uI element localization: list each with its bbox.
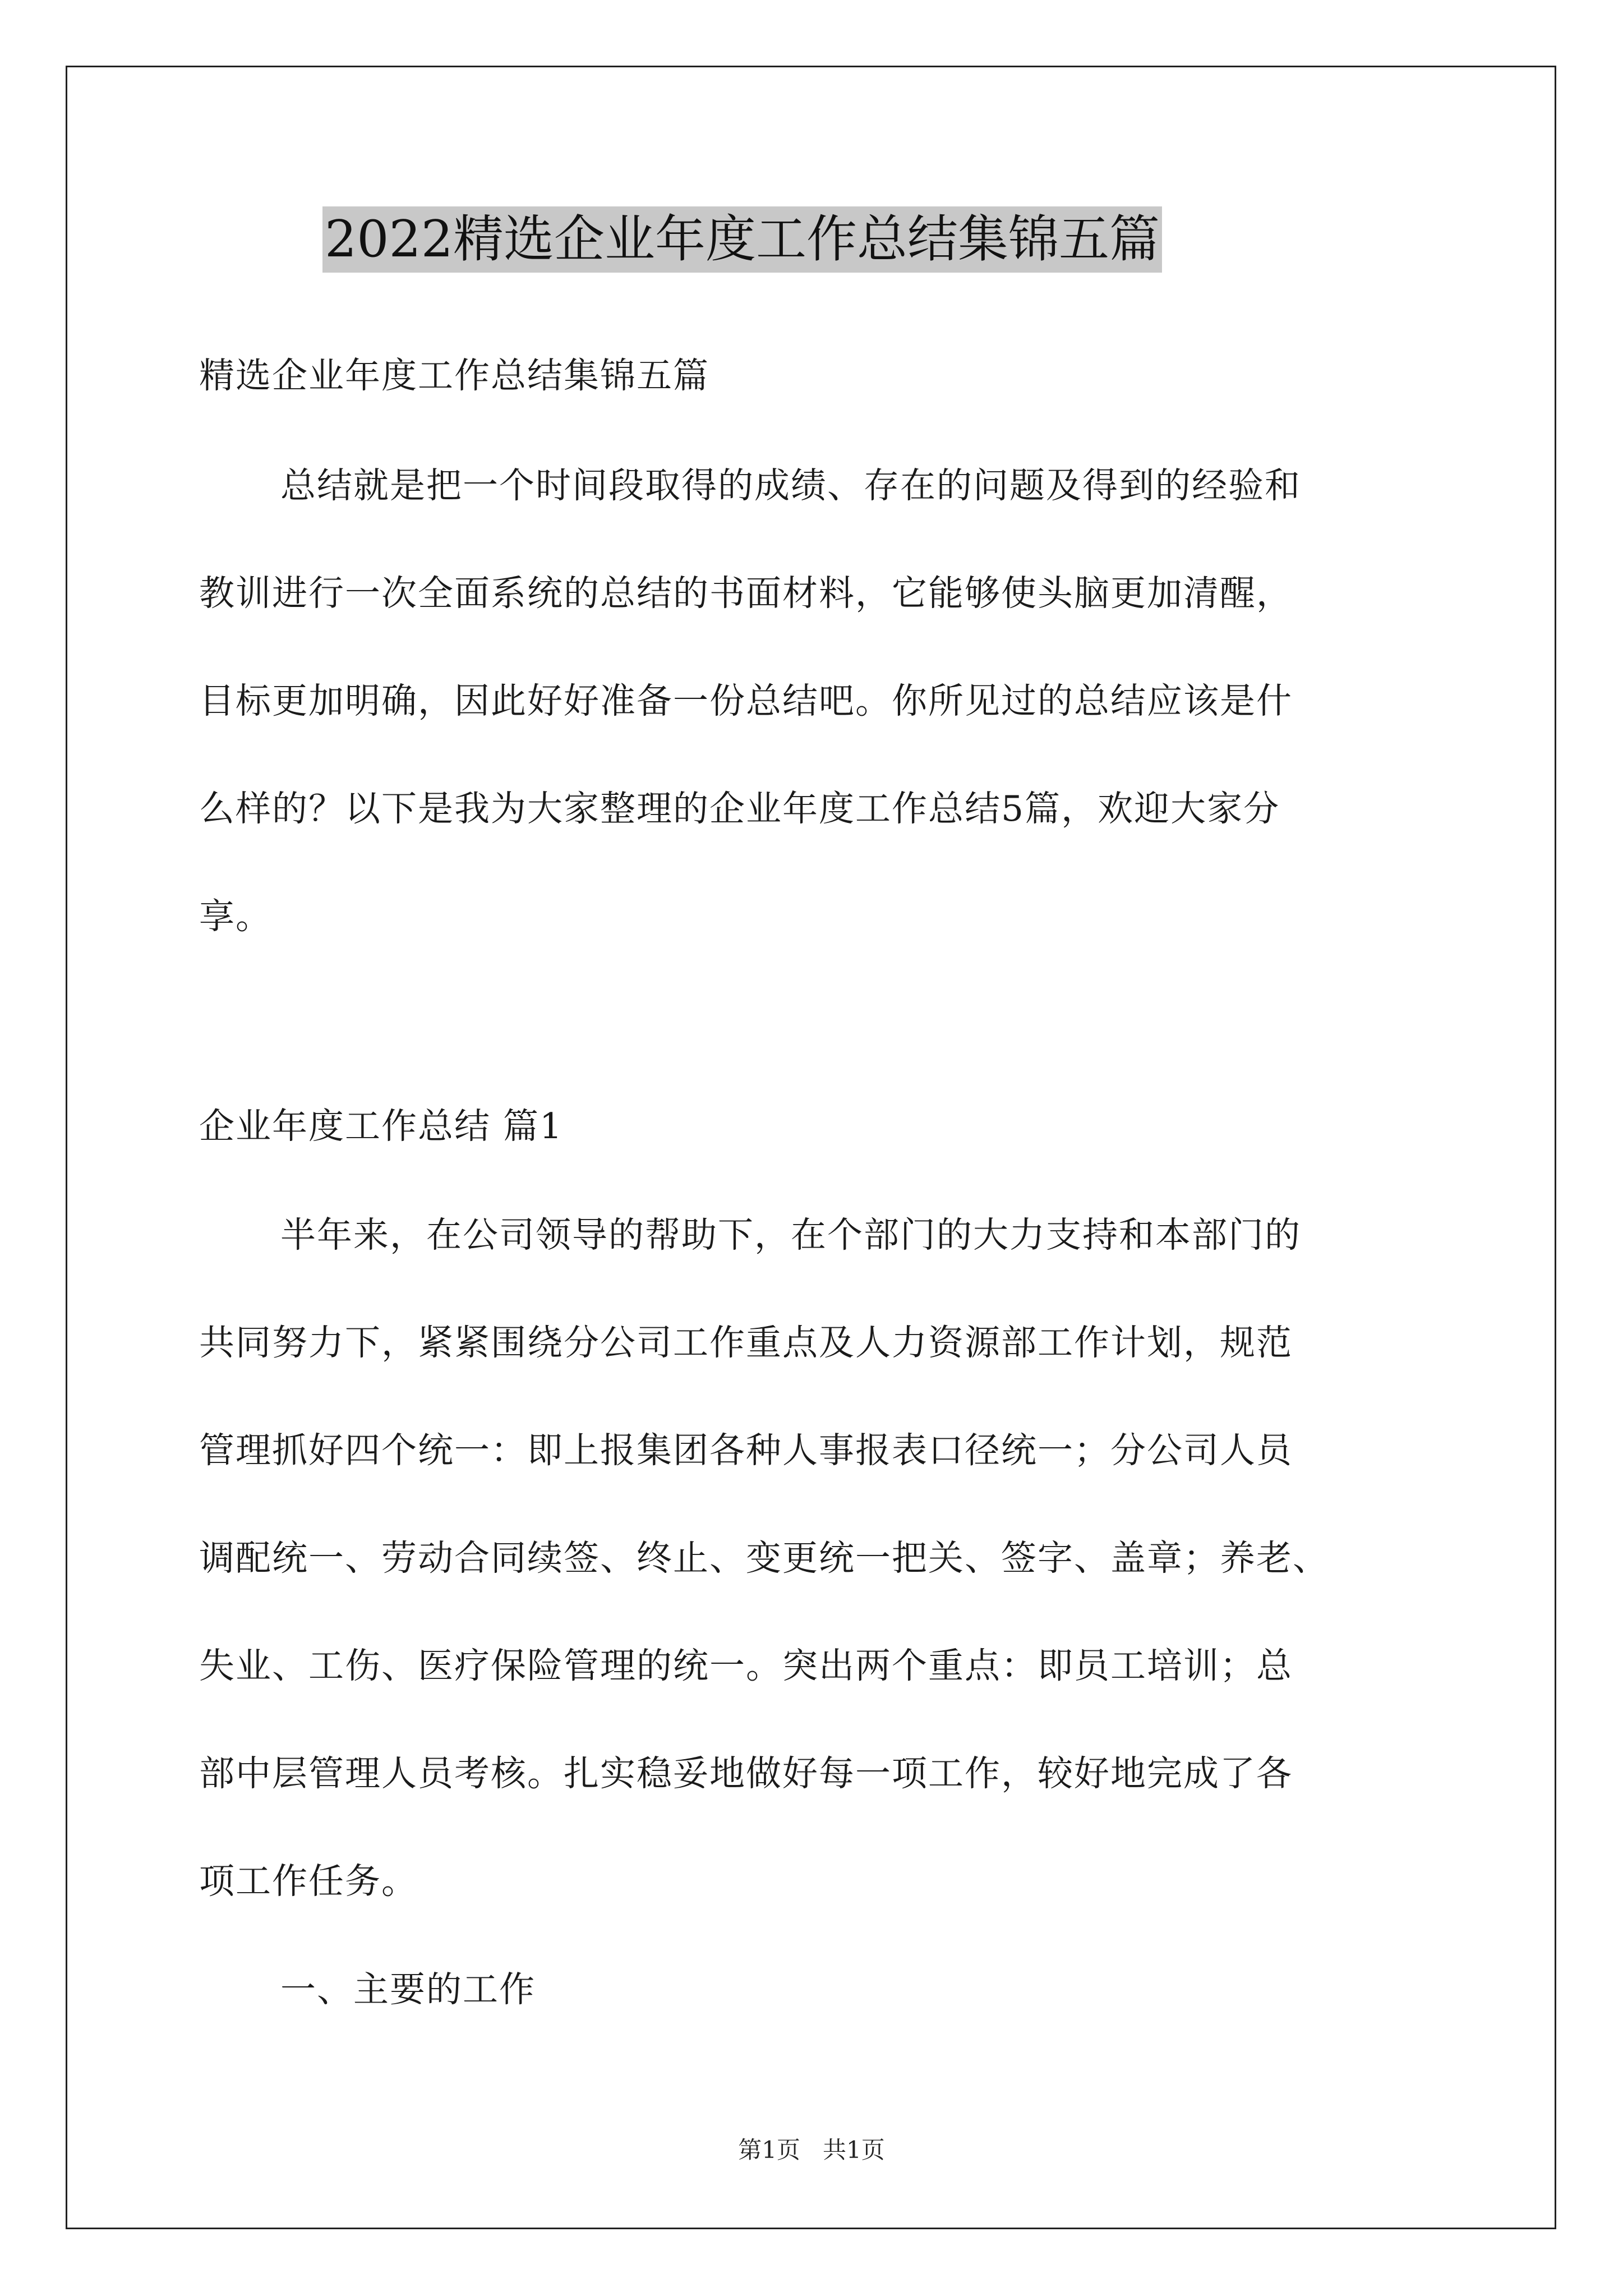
body-line: 共同努力下，紧紧围绕分公司工作重点及人力资源部工作计划，规范 (199, 1322, 1293, 1363)
intro-line: 目标更加明确，因此好好准备一份总结吧。你所见过的总结应该是什 (199, 680, 1293, 721)
intro-line: 么样的？以下是我为大家整理的企业年度工作总结5篇，欢迎大家分 (199, 788, 1280, 829)
intro-line: 总结就是把一个时间段取得的成绩、存在的问题及得到的经验和 (280, 465, 1301, 506)
document-title: 2022精选企业年度工作总结集锦五篇 (322, 206, 1162, 273)
intro-line: 教训进行一次全面系统的总结的书面材料，它能够使头脑更加清醒， (199, 573, 1293, 614)
document-subtitle: 精选企业年度工作总结集锦五篇 (199, 355, 709, 396)
body-line: 管理抓好四个统一：即上报集团各种人事报表口径统一；分公司人员 (199, 1430, 1293, 1471)
body-line: 半年来，在公司领导的帮助下，在个部门的大力支持和本部门的 (280, 1214, 1301, 1255)
intro-line: 享。 (199, 896, 272, 937)
body-line: 失业、工伤、医疗保险管理的统一。突出两个重点：即员工培训；总 (199, 1645, 1293, 1686)
body-line: 项工作任务。 (199, 1861, 418, 1902)
section-heading: 企业年度工作总结 篇1 (199, 1106, 564, 1147)
subheading: 一、主要的工作 (280, 1969, 536, 2010)
body-line: 部中层管理人员考核。扎实稳妥地做好每一项工作，较好地完成了各 (199, 1753, 1293, 1794)
body-line: 调配统一、劳动合同续签、终止、变更统一把关、签字、盖章；养老、 (199, 1538, 1329, 1579)
page-footer: 第1页 共1页 (738, 2136, 885, 2164)
